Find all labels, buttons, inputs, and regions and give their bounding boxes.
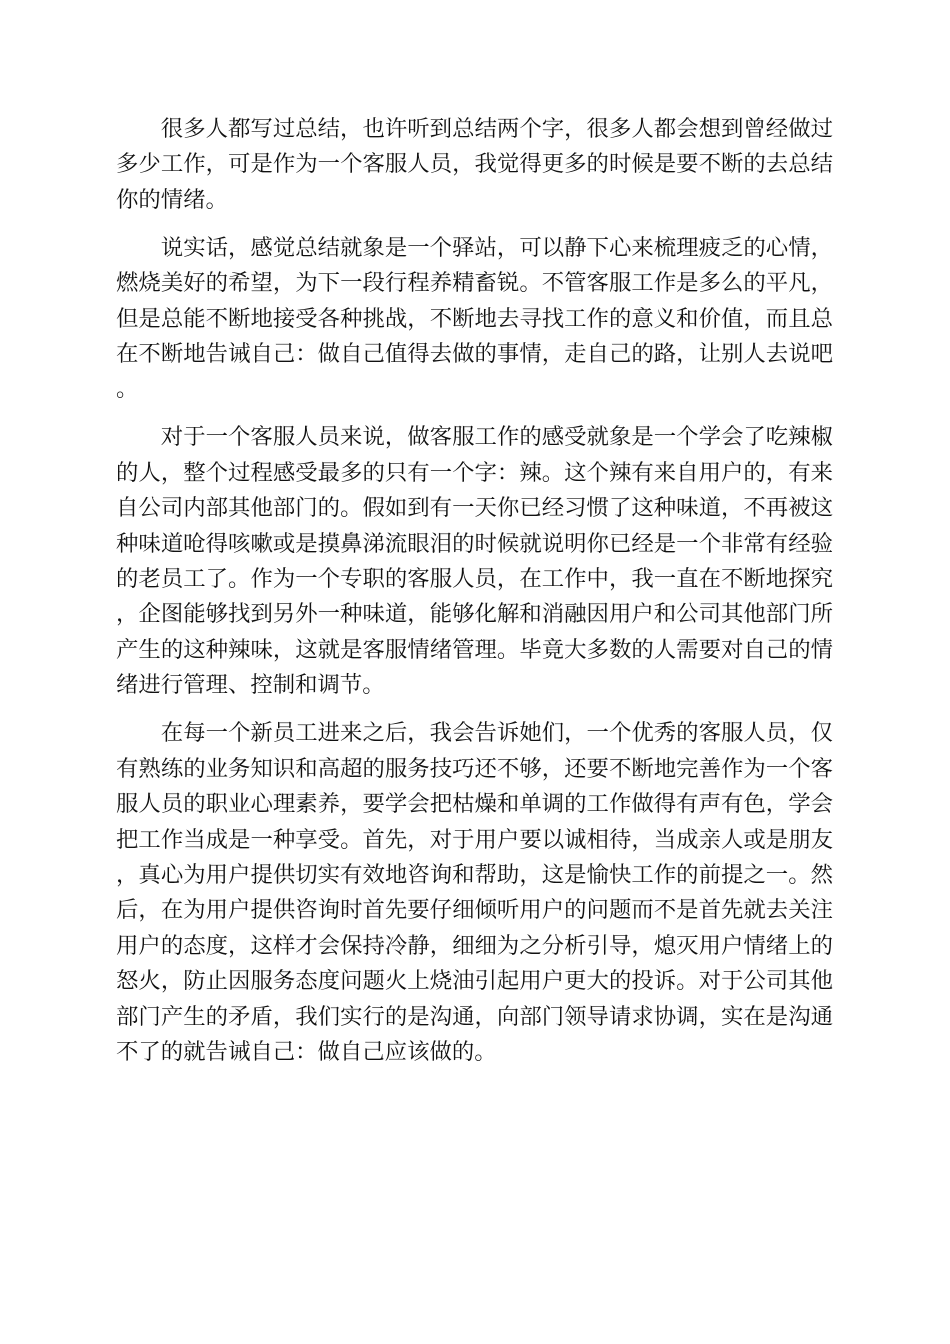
paragraph-1: 很多人都写过总结，也许听到总结两个字，很多人都会想到曾经做过多少工作，可是作为一个客服人员，我觉得更多的时候是要不断的去总结你的情绪。 bbox=[116, 116, 833, 213]
paragraph-2: 说实话，感觉总结就象是一个驿站，可以静下心来梳理疲乏的心情，燃烧美好的希望，为下一段行程养精畜锐。不管客服工作是多么的平凡，但是总能不断地接受各种挑战，不断地去寻找工作的意义和价值，而且总在不断地告诫自己：做自己值得去做的事情，走自己的路，让别人去说吧。 bbox=[116, 234, 833, 403]
paragraph-4: 在每一个新员工进来之后，我会告诉她们，一个优秀的客服人员，仅有熟练的业务知识和高超的服务技巧还不够，还要不断地完善作为一个客服人员的职业心理素养，要学会把枯燥和单调的工作做得有声有色，学会把工作当成是一种享受。首先，对于用户要以诚相待，当成亲人或是朋友，真心为用户提供切实有效地咨询和帮助，这是愉快工作的前提之一。然后，在为用户提供咨询时首先要仔细倾听用户的问题而不是首先就去关注用户的态度，这样才会保持冷静，细细为之分析引导，熄灭用户情绪上的怒火，防止因服务态度问题火上烧油引起用户更大的投诉。对于公司其他部门产生的矛盾，我们实行的是沟通，向部门领导请求协调，实在是沟通不了的就告诫自己：做自己应该做的。 bbox=[116, 720, 833, 1065]
document-body bbox=[116, 112, 833, 1083]
paragraph-3: 对于一个客服人员来说，做客服工作的感受就象是一个学会了吃辣椒的人，整个过程感受最多的只有一个字：辣。这个辣有来自用户的，有来自公司内部其他部门的。假如到有一天你已经习惯了这种味道，不再被这种味道呛得咳嗽或是摸鼻涕流眼泪的时候就说明你已经是一个非常有经验的老员工了。作为一个专职的客服人员，在工作中，我一直在不断地探究，企图能够找到另外一种味道，能够化解和消融因用户和公司其他部门所产生的这种辣味，这就是客服情绪管理。毕竟大多数的人需要对自己的情绪进行管理、控制和调节。 bbox=[116, 424, 833, 699]
